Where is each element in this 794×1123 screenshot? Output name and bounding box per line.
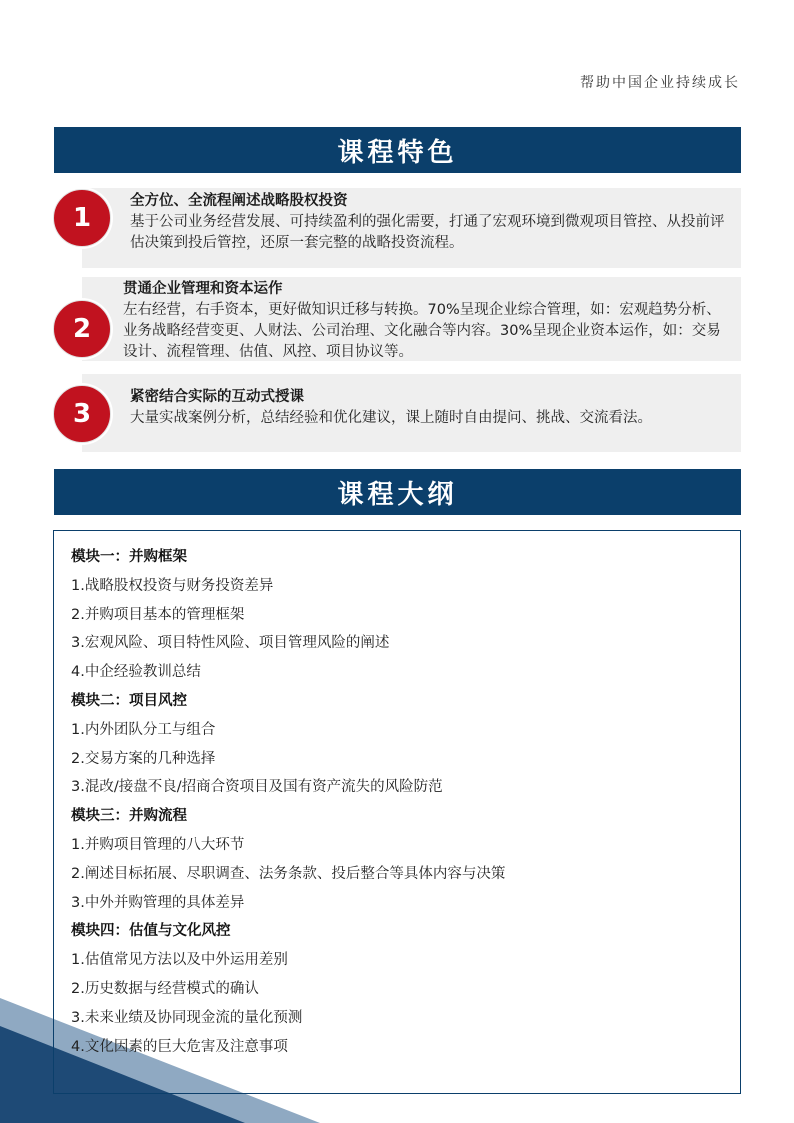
feature-title: 全方位、全流程阐述战略股权投资	[130, 193, 348, 209]
outline-list	[71, 543, 730, 1061]
outline-module-heading: 模块四：估值与文化风控	[71, 923, 231, 940]
outline-list-item: 4.中企经验教训总结	[71, 664, 201, 681]
outline-list-item: 3.中外并购管理的具体差异	[71, 894, 245, 911]
outline-module-heading: 模块一：并购框架	[71, 549, 187, 565]
outline-module-heading: 模块二：项目风控	[71, 692, 187, 709]
feature-card	[82, 277, 741, 361]
outline-section-title: 课程大纲	[54, 469, 741, 515]
feature-card	[82, 374, 741, 452]
outline-list-item: 2.阐述目标拓展、尽职调查、法务条款、投后整合等具体内容与决策	[71, 865, 506, 882]
header-tagline: 帮助中国企业持续成长	[580, 75, 740, 91]
feature-card	[82, 188, 741, 268]
feature-number-badge: 3	[53, 385, 111, 443]
outline-box	[53, 530, 741, 1094]
outline-list-item: 2.历史数据与经营模式的确认	[71, 980, 259, 997]
outline-list-item: 3.宏观风险、项目特性风险、项目管理风险的阐述	[71, 635, 390, 652]
outline-list-item: 1.并购项目管理的八大环节	[71, 836, 245, 853]
outline-list-item: 1.战略股权投资与财务投资差异	[71, 577, 274, 594]
outline-list-item: 1.估值常见方法以及中外运用差别	[71, 952, 288, 969]
feature-body: 基于公司业务经营发展、可持续盈利的强化需要，打通了宏观环境到微观项目管控、从投前评估决策到投后管控，还原一套完整的战略投资流程。	[130, 214, 725, 251]
feature-number-badge: 2	[53, 300, 111, 358]
outline-module-heading: 模块三：并购流程	[71, 808, 187, 825]
feature-body: 大量实战案例分析，总结经验和优化建议，课上随时自由提问、挑战、交流看法。	[130, 410, 652, 426]
outline-list-item: 1.内外团队分工与组合	[71, 721, 216, 738]
outline-list-item: 4.文化因素的巨大危害及注意事项	[71, 1038, 288, 1055]
outline-list-item: 2.交易方案的几种选择	[71, 750, 216, 767]
outline-list-item: 3.未来业绩及协同现金流的量化预测	[71, 1009, 303, 1026]
feature-body: 左右经营，右手资本，更好做知识迁移与转换。70%呈现企业综合管理，如：宏观趋势分析、业务战略经营变更、人财法、公司治理、文化融合等内容。30%呈现企业资本运作，如：交易设计、流程管理、估值、风控、项目协议等。	[123, 302, 721, 360]
outline-list-item: 3.混改/接盘不良/招商合资项目及国有资产流失的风险防范	[71, 779, 443, 796]
feature-number-badge: 1	[53, 189, 111, 247]
features-section-title: 课程特色	[54, 127, 741, 173]
feature-title: 贯通企业管理和资本运作	[123, 281, 283, 297]
feature-title: 紧密结合实际的互动式授课	[130, 389, 304, 405]
outline-list-item: 2.并购项目基本的管理框架	[71, 606, 245, 623]
